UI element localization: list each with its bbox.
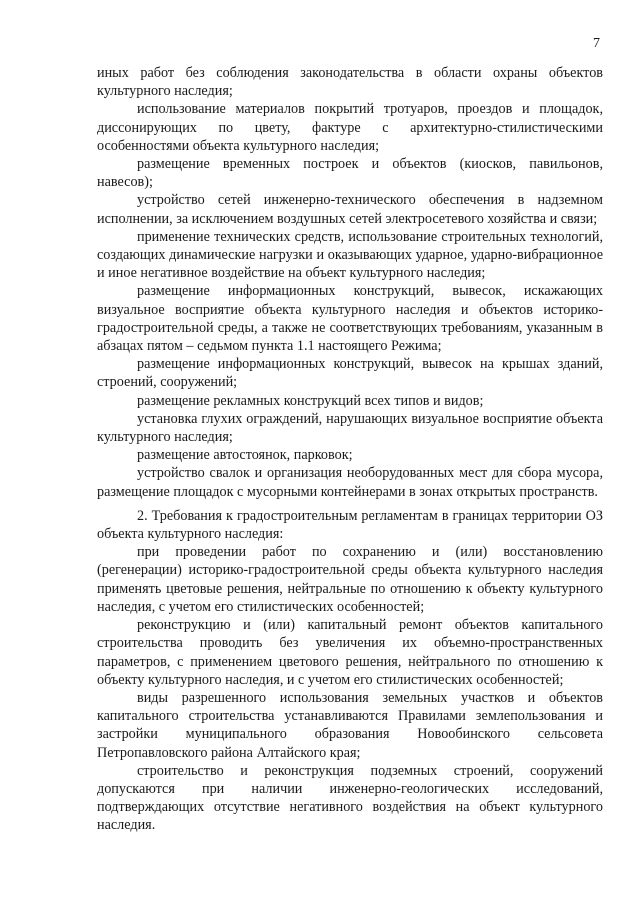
paragraph: размещение временных построек и объектов (киосков, павильонов, навесов); (97, 156, 603, 191)
paragraph: строительство и реконструкция подземных строений, сооружений допускаются при наличии инженерно-геологических исследований, подтверждающих отсутствие негативного воздействия на объект культурного наследия. (97, 762, 603, 834)
section-heading: 2. Требования к градостроительным регламентам в границах территории ОЗ объекта культурного наследия: (97, 507, 603, 543)
page-number: 7 (593, 36, 600, 51)
paragraph: при проведении работ по сохранению и (или) восстановлению (регенерации) историко-градостроительной среды объекта культурного наследия применять цветовые решения, нейтральные по отношению к объекту культурного наследия, с учетом его стилистических особенностей; (97, 544, 603, 615)
paragraph: использование материалов покрытий тротуаров, проездов и площадок, диссонирующих по цвету, фактуре с архитектурно-стилистическими особенностями объекта культурного наследия; (97, 101, 603, 154)
paragraph: устройство свалок и организация необорудованных мест для сбора мусора, размещение площадок с мусорными контейнерами в зонах открытых пространств. (97, 465, 603, 500)
paragraph: виды разрешенного использования земельных участков и объектов капитального строительства устанавливаются Правилами землепользования и застройки муниципального образования Новообинского сельсовета Петропавловского района Алтайского края; (97, 689, 603, 761)
document-body (97, 64, 603, 835)
paragraph: размещение рекламных конструкций всех типов и видов; (137, 392, 484, 409)
paragraph: установка глухих ограждений, нарушающих визуальное восприятие объекта культурного наследия; (97, 410, 603, 446)
paragraph: размещение информационных конструкций, вывесок на крышах зданий, строений, сооружений; (97, 356, 603, 391)
paragraph: применение технических средств, использование строительных технологий, создающих динамические нагрузки и оказывающих ударное, ударно-вибрационное и иное негативное воздействие на объект культурного наследия; (97, 228, 603, 282)
paragraph-continuation: иных работ без соблюдения законодательства в области охраны объектов культурного наследия; (97, 65, 603, 100)
paragraph: размещение информационных конструкций, вывесок, искажающих визуальное восприятие объекта культурного наследия и объектов историко-градостроительной среды, а также не соответствующих требованиям, указанным в абзацах пятом – седьмом пункта 1.1 настоящего Режима; (97, 283, 603, 355)
paragraph: реконструкцию и (или) капитальный ремонт объектов капитального строительства проводить без увеличения их объемно-пространственных параметров, с применением цветового решения, нейтрального по отношению к объекту культурного наследия, и с учетом его стилистических особенностей; (97, 617, 603, 688)
paragraph: размещение автостоянок, парковок; (137, 447, 353, 464)
paragraph: устройство сетей инженерно-технического обеспечения в надземном исполнении, за исключением воздушных сетей электросетевого хозяйства и связи; (97, 192, 603, 227)
